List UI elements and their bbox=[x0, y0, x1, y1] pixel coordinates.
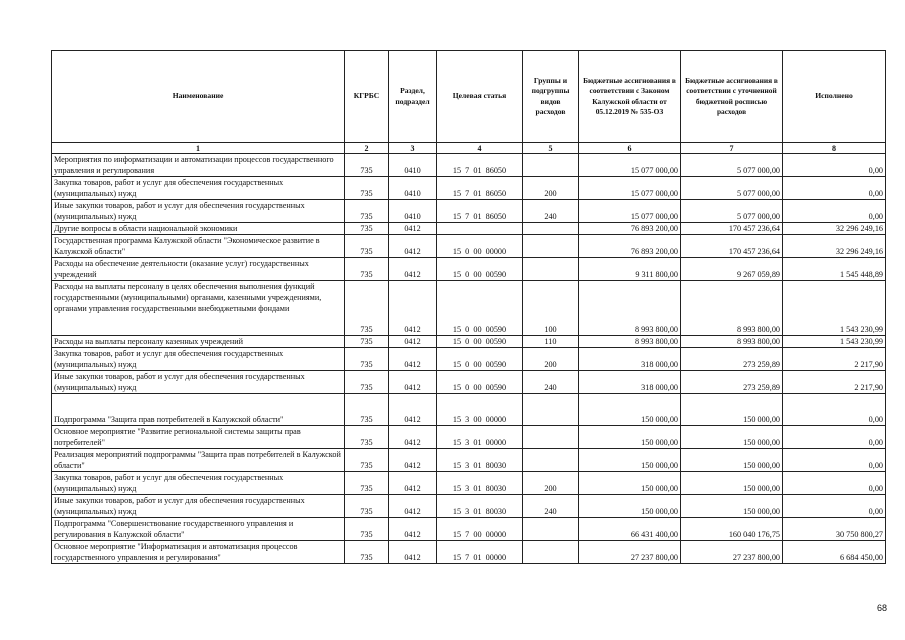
header-kgrbs: КГРБС bbox=[345, 51, 389, 143]
row-target: 15 0 00 00590 bbox=[437, 336, 523, 348]
table-row bbox=[52, 541, 886, 564]
row-group bbox=[523, 449, 579, 472]
row-name: Мероприятия по информатизации и автоматизации процессов государственного управления и регулирования bbox=[52, 154, 345, 177]
row-law: 76 893 200,00 bbox=[579, 235, 681, 258]
table-row bbox=[52, 336, 886, 348]
table-row bbox=[52, 518, 886, 541]
row-list: 5 077 000,00 bbox=[681, 200, 783, 223]
row-group: 100 bbox=[523, 281, 579, 336]
row-name: Расходы на выплаты персоналу в целях обеспечения выполнения функций государственными (муниципальными) органами, казенными учреждениями, органами управления государственными внебюджетными фондами bbox=[52, 281, 345, 336]
row-law: 150 000,00 bbox=[579, 449, 681, 472]
row-executed: 32 296 249,16 bbox=[783, 223, 886, 235]
row-law: 76 893 200,00 bbox=[579, 223, 681, 235]
row-section: 0412 bbox=[389, 235, 437, 258]
row-group bbox=[523, 426, 579, 449]
row-section: 0412 bbox=[389, 348, 437, 371]
row-section: 0410 bbox=[389, 177, 437, 200]
row-law: 150 000,00 bbox=[579, 394, 681, 426]
row-list: 8 993 800,00 bbox=[681, 336, 783, 348]
budget-table bbox=[51, 50, 886, 564]
table-row bbox=[52, 426, 886, 449]
row-target: 15 3 01 80030 bbox=[437, 495, 523, 518]
row-name: Закупка товаров, работ и услуг для обеспечения государственных (муниципальных) нужд bbox=[52, 348, 345, 371]
row-executed: 1 543 230,99 bbox=[783, 336, 886, 348]
row-law: 8 993 800,00 bbox=[579, 281, 681, 336]
row-list: 170 457 236,64 bbox=[681, 235, 783, 258]
column-number: 3 bbox=[389, 143, 437, 154]
row-kgrbs: 735 bbox=[345, 426, 389, 449]
row-section: 0410 bbox=[389, 200, 437, 223]
table-row bbox=[52, 200, 886, 223]
row-section: 0412 bbox=[389, 223, 437, 235]
row-name: Иные закупки товаров, работ и услуг для обеспечения государственных (муниципальных) нужд bbox=[52, 495, 345, 518]
column-number: 2 bbox=[345, 143, 389, 154]
row-group bbox=[523, 235, 579, 258]
row-section: 0412 bbox=[389, 472, 437, 495]
row-law: 15 077 000,00 bbox=[579, 200, 681, 223]
row-list: 160 040 176,75 bbox=[681, 518, 783, 541]
row-section: 0412 bbox=[389, 426, 437, 449]
row-kgrbs: 735 bbox=[345, 258, 389, 281]
row-kgrbs: 735 bbox=[345, 371, 389, 394]
table-row bbox=[52, 371, 886, 394]
row-kgrbs: 735 bbox=[345, 223, 389, 235]
row-target: 15 0 00 00590 bbox=[437, 348, 523, 371]
row-target: 15 0 00 00590 bbox=[437, 258, 523, 281]
row-executed: 32 296 249,16 bbox=[783, 235, 886, 258]
row-section: 0412 bbox=[389, 258, 437, 281]
table-row bbox=[52, 495, 886, 518]
row-section: 0412 bbox=[389, 371, 437, 394]
row-name: Закупка товаров, работ и услуг для обеспечения государственных (муниципальных) нужд bbox=[52, 472, 345, 495]
row-target: 15 7 01 86050 bbox=[437, 154, 523, 177]
row-kgrbs: 735 bbox=[345, 200, 389, 223]
row-law: 9 311 800,00 bbox=[579, 258, 681, 281]
row-target: 15 3 01 80030 bbox=[437, 472, 523, 495]
row-list: 273 259,89 bbox=[681, 371, 783, 394]
table-row bbox=[52, 223, 886, 235]
table-row bbox=[52, 281, 886, 336]
row-target: 15 3 00 00000 bbox=[437, 394, 523, 426]
row-executed: 1 543 230,99 bbox=[783, 281, 886, 336]
row-name: Расходы на выплаты персоналу казенных учреждений bbox=[52, 336, 345, 348]
row-list: 9 267 059,89 bbox=[681, 258, 783, 281]
column-number: 7 bbox=[681, 143, 783, 154]
row-group: 200 bbox=[523, 472, 579, 495]
row-group: 240 bbox=[523, 495, 579, 518]
row-list: 150 000,00 bbox=[681, 426, 783, 449]
column-number: 4 bbox=[437, 143, 523, 154]
row-target: 15 0 00 00590 bbox=[437, 371, 523, 394]
row-group: 240 bbox=[523, 200, 579, 223]
header-groups: Группы и подгруппы видов расходов bbox=[523, 51, 579, 143]
row-target: 15 0 00 00590 bbox=[437, 281, 523, 336]
row-group: 200 bbox=[523, 348, 579, 371]
row-list: 5 077 000,00 bbox=[681, 154, 783, 177]
row-group: 200 bbox=[523, 177, 579, 200]
header-name: Наименование bbox=[52, 51, 345, 143]
table-row bbox=[52, 154, 886, 177]
row-executed: 6 684 450,00 bbox=[783, 541, 886, 564]
row-list: 150 000,00 bbox=[681, 495, 783, 518]
row-group: 240 bbox=[523, 371, 579, 394]
row-list: 170 457 236,64 bbox=[681, 223, 783, 235]
row-executed: 2 217,90 bbox=[783, 371, 886, 394]
table-row bbox=[52, 258, 886, 281]
row-kgrbs: 735 bbox=[345, 394, 389, 426]
table-row bbox=[52, 235, 886, 258]
row-group bbox=[523, 223, 579, 235]
row-section: 0412 bbox=[389, 518, 437, 541]
header-row bbox=[52, 51, 886, 143]
row-kgrbs: 735 bbox=[345, 235, 389, 258]
row-section: 0412 bbox=[389, 336, 437, 348]
row-name: Расходы на обеспечение деятельности (оказание услуг) государственных учреждений bbox=[52, 258, 345, 281]
column-number-row bbox=[52, 143, 886, 154]
table-row bbox=[52, 348, 886, 371]
row-kgrbs: 735 bbox=[345, 154, 389, 177]
row-target: 15 3 01 00000 bbox=[437, 426, 523, 449]
row-law: 318 000,00 bbox=[579, 371, 681, 394]
table-row bbox=[52, 449, 886, 472]
row-name: Государственная программа Калужской области "Экономическое развитие в Калужской области" bbox=[52, 235, 345, 258]
header-section: Раздел, подраздел bbox=[389, 51, 437, 143]
row-executed: 0,00 bbox=[783, 449, 886, 472]
row-law: 150 000,00 bbox=[579, 495, 681, 518]
row-name: Реализация мероприятий подпрограммы "Защита прав потребителей в Калужской области" bbox=[52, 449, 345, 472]
row-target: 15 7 00 00000 bbox=[437, 518, 523, 541]
header-executed: Исполнено bbox=[783, 51, 886, 143]
row-name: Закупка товаров, работ и услуг для обеспечения государственных (муниципальных) нужд bbox=[52, 177, 345, 200]
row-name: Иные закупки товаров, работ и услуг для обеспечения государственных (муниципальных) нужд bbox=[52, 200, 345, 223]
row-executed: 0,00 bbox=[783, 495, 886, 518]
row-executed: 30 750 800,27 bbox=[783, 518, 886, 541]
row-section: 0412 bbox=[389, 394, 437, 426]
row-list: 273 259,89 bbox=[681, 348, 783, 371]
row-name: Иные закупки товаров, работ и услуг для обеспечения государственных (муниципальных) нужд bbox=[52, 371, 345, 394]
row-name: Подпрограмма "Совершенствование государственного управления и регулирования в Калужской области" bbox=[52, 518, 345, 541]
row-group bbox=[523, 541, 579, 564]
column-number: 5 bbox=[523, 143, 579, 154]
row-name: Подпрограмма "Защита прав потребителей в Калужской области" bbox=[52, 394, 345, 426]
row-target bbox=[437, 223, 523, 235]
row-target: 15 0 00 00000 bbox=[437, 235, 523, 258]
row-list: 150 000,00 bbox=[681, 449, 783, 472]
row-name: Другие вопросы в области национальной экономики bbox=[52, 223, 345, 235]
header-assign-law: Бюджетные ассигнования в соответствии с Законом Калужской области от 05.12.2019 № 535-ОЗ bbox=[579, 51, 681, 143]
row-executed: 0,00 bbox=[783, 177, 886, 200]
row-list: 8 993 800,00 bbox=[681, 281, 783, 336]
row-executed: 0,00 bbox=[783, 426, 886, 449]
row-law: 150 000,00 bbox=[579, 472, 681, 495]
row-name: Основное мероприятие "Информатизация и автоматизация процессов государственного управления и регулирования" bbox=[52, 541, 345, 564]
row-target: 15 7 01 86050 bbox=[437, 177, 523, 200]
row-law: 8 993 800,00 bbox=[579, 336, 681, 348]
row-group bbox=[523, 394, 579, 426]
row-kgrbs: 735 bbox=[345, 177, 389, 200]
row-kgrbs: 735 bbox=[345, 336, 389, 348]
row-list: 150 000,00 bbox=[681, 394, 783, 426]
column-number: 8 bbox=[783, 143, 886, 154]
header-target: Целевая статья bbox=[437, 51, 523, 143]
row-executed: 0,00 bbox=[783, 472, 886, 495]
row-section: 0412 bbox=[389, 541, 437, 564]
row-list: 27 237 800,00 bbox=[681, 541, 783, 564]
row-executed: 2 217,90 bbox=[783, 348, 886, 371]
row-executed: 0,00 bbox=[783, 200, 886, 223]
row-kgrbs: 735 bbox=[345, 495, 389, 518]
row-group bbox=[523, 154, 579, 177]
row-group: 110 bbox=[523, 336, 579, 348]
header-assign-list: Бюджетные ассигнования в соответствии с уточненной бюджетной росписью расходов bbox=[681, 51, 783, 143]
row-law: 66 431 400,00 bbox=[579, 518, 681, 541]
row-kgrbs: 735 bbox=[345, 518, 389, 541]
row-executed: 0,00 bbox=[783, 154, 886, 177]
row-list: 5 077 000,00 bbox=[681, 177, 783, 200]
row-group bbox=[523, 258, 579, 281]
row-kgrbs: 735 bbox=[345, 472, 389, 495]
row-executed: 0,00 bbox=[783, 394, 886, 426]
row-section: 0412 bbox=[389, 495, 437, 518]
row-law: 318 000,00 bbox=[579, 348, 681, 371]
row-section: 0410 bbox=[389, 154, 437, 177]
row-law: 15 077 000,00 bbox=[579, 154, 681, 177]
row-kgrbs: 735 bbox=[345, 541, 389, 564]
row-list: 150 000,00 bbox=[681, 472, 783, 495]
row-kgrbs: 735 bbox=[345, 281, 389, 336]
row-section: 0412 bbox=[389, 281, 437, 336]
table-row bbox=[52, 177, 886, 200]
row-target: 15 7 01 00000 bbox=[437, 541, 523, 564]
row-law: 15 077 000,00 bbox=[579, 177, 681, 200]
row-law: 150 000,00 bbox=[579, 426, 681, 449]
row-kgrbs: 735 bbox=[345, 449, 389, 472]
row-kgrbs: 735 bbox=[345, 348, 389, 371]
row-executed: 1 545 448,89 bbox=[783, 258, 886, 281]
page-number: 68 bbox=[876, 603, 887, 613]
row-section: 0412 bbox=[389, 449, 437, 472]
row-group bbox=[523, 518, 579, 541]
row-target: 15 3 01 80030 bbox=[437, 449, 523, 472]
row-target: 15 7 01 86050 bbox=[437, 200, 523, 223]
column-number: 1 bbox=[52, 143, 345, 154]
table-row bbox=[52, 394, 886, 426]
row-name: Основное мероприятие "Развитие региональной системы защиты прав потребителей" bbox=[52, 426, 345, 449]
column-number: 6 bbox=[579, 143, 681, 154]
table-row bbox=[52, 472, 886, 495]
row-law: 27 237 800,00 bbox=[579, 541, 681, 564]
